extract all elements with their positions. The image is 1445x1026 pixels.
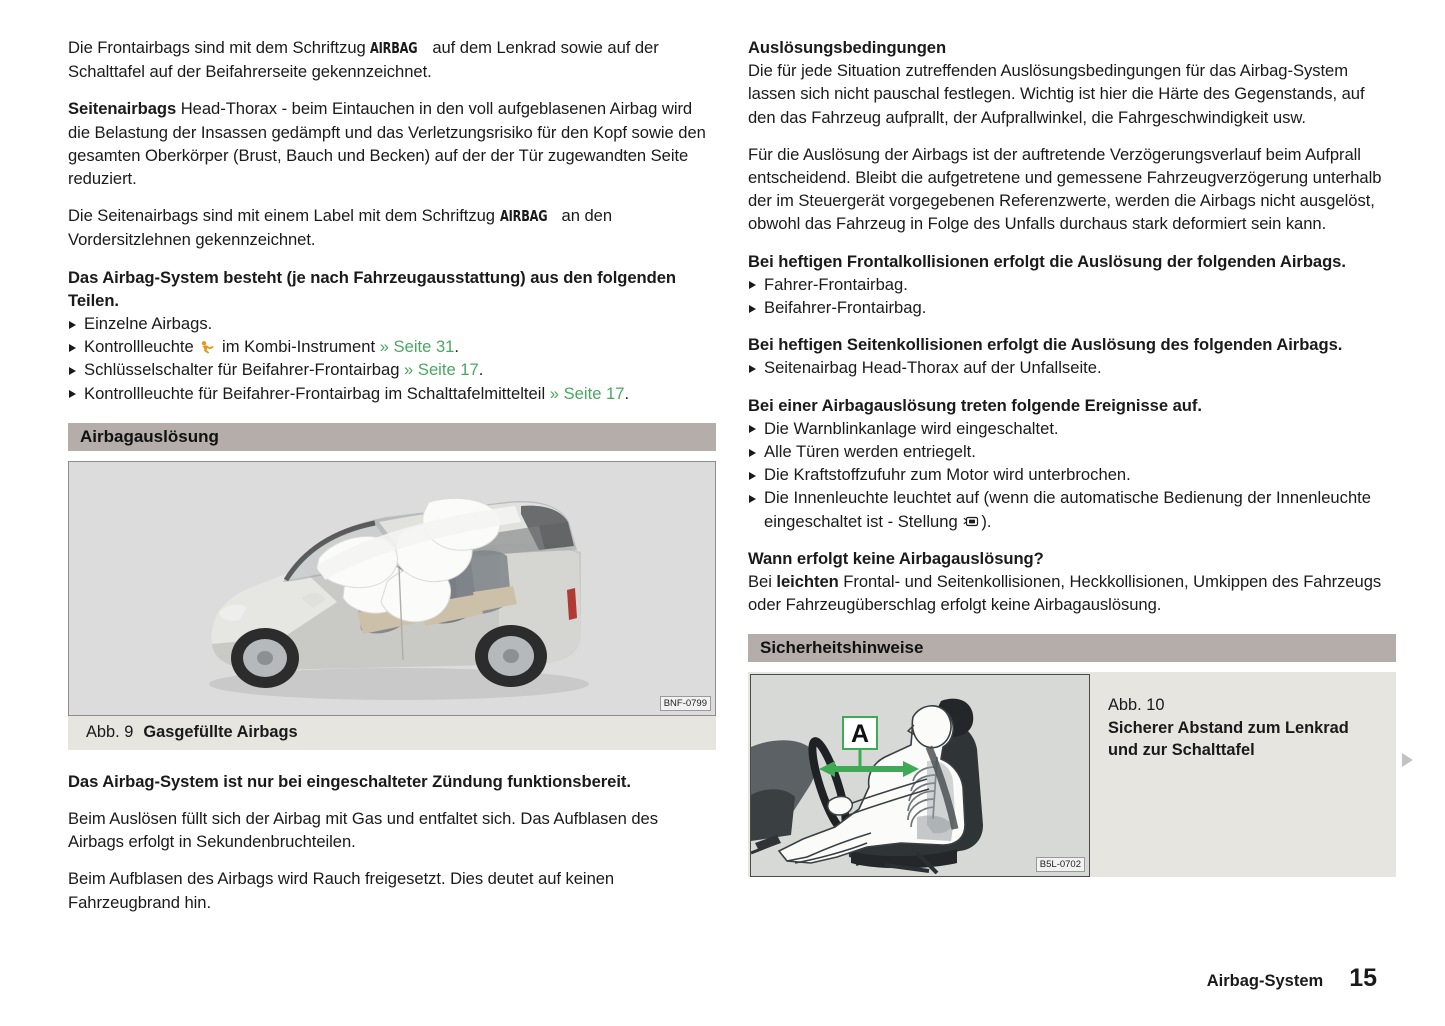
paragraph-bedingungen: Die für jede Situation zutreffenden Auslösungsbedingungen für das Airbag-System lassen sich nicht pauschal festlegen. Wichtig ist hier die Härte des Gegenstands, auf den das Fahrzeug aufprallt, der Aufprallwinkel, die Fahrgeschwindigkeit usw. — [748, 61, 1365, 127]
item-tail: ). — [981, 511, 992, 531]
heading-keine-ausloesung: Wann erfolgt keine Airbagauslösung? — [748, 548, 1044, 568]
item-tail: . — [478, 360, 484, 380]
interior-light-switch-icon — [963, 511, 980, 523]
figure-9-caption-title: Gasgefüllte Airbags — [143, 723, 298, 742]
figure-9 — [68, 461, 716, 750]
list-item: Beifahrer-Frontairbag. — [748, 296, 1396, 319]
list-item: Die Kraftstoffzufuhr zum Motor wird unterbrochen. — [748, 463, 1396, 486]
airbag-tell-tale-icon — [200, 337, 215, 351]
list-airbag-system-parts — [68, 312, 716, 405]
list-item — [748, 486, 1396, 532]
figure-10-image-code: B5L-0702 — [1036, 857, 1085, 872]
paragraph-seitenairbags — [68, 97, 716, 190]
heading-airbag-system-parts: Das Airbag-System besteht (je nach Fahrzeugausstattung) aus den folgenden Teilen. — [68, 267, 676, 310]
heading-frontalkollisionen: Bei heftigen Frontalkollisionen erfolgt die Auslösung der folgenden Airbags. — [748, 251, 1346, 271]
keine-bold: leichten — [776, 572, 839, 592]
frontairbags-post: auf dem Lenkrad sowie auf der Schalttafel auf der Beifahrerseite gekennzeichnet. — [68, 38, 659, 82]
list-item — [68, 312, 716, 335]
footer-page-number: 15 — [1349, 964, 1377, 992]
heading-zuendung: Das Airbag-System ist nur bei eingeschalteter Zündung funktionsbereit. — [68, 771, 631, 791]
item-text: Kontrollleuchte — [84, 337, 199, 357]
list-item — [68, 335, 716, 358]
list-item — [68, 382, 716, 405]
page-footer — [1207, 964, 1377, 993]
airbag-wordmark: AIRBAG — [499, 207, 547, 226]
figure-9-caption — [68, 716, 716, 750]
figure-10-image — [750, 674, 1090, 877]
item-text: Einzelne Airbags. — [84, 314, 213, 334]
footer-chapter-title: Airbag-System — [1206, 972, 1324, 990]
seitenairbags-rest: Head-Thorax - beim Eintauchen in den voll aufgeblasenen Airbag wird die Belastung der Insassen gedämpft und das Verletzungsrisiko für den Kopf sowie den gesamten Oberkörper (Brust, Bauch und Becken) auf der der Tür zugewandten Seite reduziert. — [68, 99, 706, 189]
list-item: Fahrer-Frontairbag. — [748, 273, 1396, 296]
figure-10-caption-label: Abb. 10 — [1108, 696, 1165, 715]
item-mid: im Kombi-Instrument — [217, 337, 380, 357]
paragraph-seitenairbag-label — [68, 204, 716, 251]
item-text: Schlüsselschalter für Beifahrer-Frontairbag — [84, 360, 405, 380]
label-pre: Die Seitenairbags sind mit einem Label mit dem Schriftzug — [68, 206, 500, 226]
band-label: Airbagauslösung — [80, 426, 219, 446]
paragraph-frontairbags — [68, 36, 716, 83]
keine-pre: Bei — [748, 572, 777, 592]
keine-post: Frontal- und Seitenkollisionen, Heckkollisionen, Umkippen des Fahrzeugs oder Fahrzeugüberschlag erfolgt keine Airbagauslösung. — [748, 572, 1382, 615]
cross-reference-link[interactable]: » Seite 31 — [379, 337, 455, 357]
continuation-marker-icon — [1402, 753, 1413, 767]
seitenairbags-lead: Seitenairbags — [68, 99, 177, 119]
heading-ereignisse: Bei einer Airbagauslösung treten folgende Ereignisse auf. — [748, 395, 1202, 415]
airbag-wordmark: AIRBAG — [370, 39, 418, 57]
paragraph-verzoegerung: Für die Auslösung der Airbags ist der auftretende Verzögerungsverlauf beim Aufprall entscheidend. Bleibt die aufgetretene und gemessene Fahrzeugverzögerung unterhalb der im Steuergerät vorgegebenen Referenzwerte, werden die Airbags nicht ausgelöst, obwohl das Fahrzeug in Folge des Unfalls durchaus stark deformiert sein kann. — [748, 144, 1382, 234]
figure-10-caption — [1090, 672, 1396, 877]
list-item: Die Warnblinkanlage wird eingeschaltet. — [748, 417, 1396, 440]
list-item: Seitenairbag Head-Thorax auf der Unfallseite. — [748, 356, 1396, 379]
list-item: Alle Türen werden entriegelt. — [748, 440, 1396, 463]
band-label: Sicherheitshinweise — [760, 638, 924, 658]
left-column — [68, 36, 716, 928]
section-band-airbagausloesung — [68, 423, 716, 451]
figure-9-image — [68, 461, 716, 716]
figure-9-caption-label: Abb. 9 — [86, 723, 134, 742]
heading-seitenkollisionen: Bei heftigen Seitenkollisionen erfolgt die Auslösung des folgenden Airbags. — [748, 335, 1343, 355]
paragraph-ausloesen: Beim Auslösen füllt sich der Airbag mit Gas und entfaltet sich. Das Aufblasen des Airbags erfolgt in Sekundenbruchteilen. — [68, 809, 658, 852]
list-ereignisse — [748, 417, 1396, 533]
label-post: an den Vordersitzlehnen gekennzeichnet. — [68, 206, 612, 250]
list-seiten-airbags — [748, 356, 1396, 379]
paragraph-rauch: Beim Aufblasen des Airbags wird Rauch freigesetzt. Dies deutet auf keinen Fahrzeugbrand hin. — [68, 869, 615, 912]
heading-ausloesungsbedingungen: Auslösungsbedingungen — [748, 38, 947, 57]
cross-reference-link[interactable]: » Seite 17 — [549, 383, 625, 403]
item-tail: . — [454, 337, 460, 357]
right-column — [748, 36, 1396, 877]
figure-10 — [748, 672, 1396, 877]
cross-reference-link[interactable]: » Seite 17 — [404, 360, 479, 380]
section-band-sicherheitshinweise — [748, 634, 1396, 662]
figure-10-caption-title-line2: und zur Schalttafel — [1108, 741, 1255, 760]
figure-10-caption-title-line1: Sicherer Abstand zum Lenkrad — [1108, 718, 1349, 737]
list-frontal-airbags — [748, 273, 1396, 319]
item-tail: . — [624, 383, 630, 403]
paragraph-keine-ausloesung — [748, 570, 1396, 616]
list-item — [68, 358, 716, 381]
figure-9-image-code: BNF-0799 — [660, 696, 711, 711]
item-text: Kontrollleuchte für Beifahrer-Frontairbag im Schalttafelmittelteil — [84, 383, 550, 403]
frontairbags-pre: Die Frontairbags sind mit dem Schriftzug — [68, 38, 371, 57]
item-text: Die Innenleuchte leuchtet auf (wenn die automatische Bedienung der Innenleuchte eingeschaltet ist - Stellung — [764, 488, 1372, 531]
svg-text:A: A — [850, 720, 870, 749]
